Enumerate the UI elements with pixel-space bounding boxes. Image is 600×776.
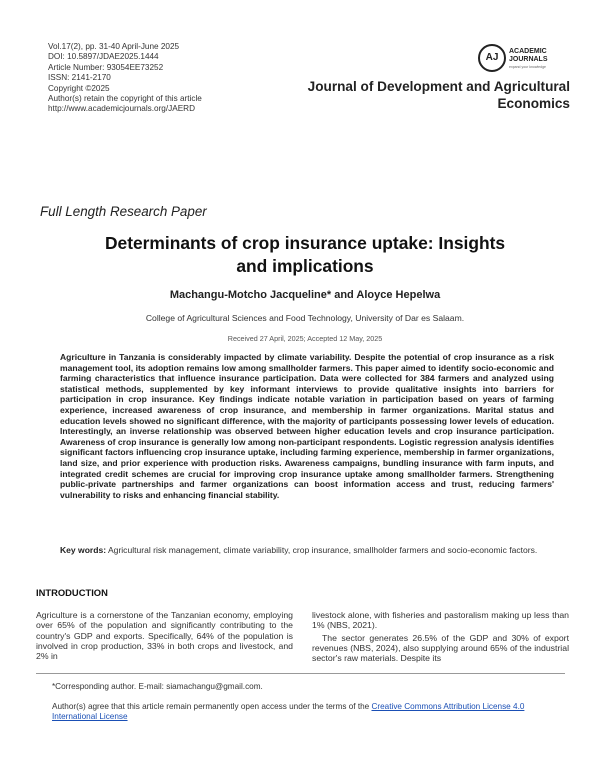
license-notice xyxy=(52,702,567,723)
publisher-name xyxy=(509,48,548,64)
paper-type: Full Length Research Paper xyxy=(40,204,207,219)
publisher-tagline: expand your knowledge xyxy=(509,65,546,69)
intro-paragraph: Agriculture is a cornerstone of the Tanzanian economy, employing over 65% of the population and significantly contributing to the country's GDP and exports. Specifically, 64% of the population is involved in crop production, 33% in both crops and livestock, and 2% in xyxy=(36,610,293,662)
meta-url: http://www.academicjournals.org/JAERD xyxy=(48,104,195,114)
license-link[interactable]: Creative Commons Attribution License 4.0 International License xyxy=(52,702,525,722)
publisher-name-line1: ACADEMIC xyxy=(509,48,547,55)
keywords-text: Agricultural risk management, climate variability, crop insurance, smallholder farmers and socio-economic factors. xyxy=(107,545,538,555)
journal-title-line2: Economics xyxy=(497,96,570,111)
journal-title-line1: Journal of Development and Agricultural xyxy=(307,79,570,94)
meta-article-number: Article Number: 93054EE73252 xyxy=(48,62,164,72)
footnote-divider xyxy=(36,673,565,674)
journal-title xyxy=(270,78,570,112)
intro-column-left xyxy=(36,610,293,661)
paper-title xyxy=(40,232,570,278)
abstract: Agriculture in Tanzania is considerably impacted by climate variability. Despite the potential of crop insurance as a risk management tool, its adoption remains low among smallholder farmers. This paper aimed to identify socio-economic and farming characteristics that influence insurance participation. Data were collected for 384 farmers and analyzed using statistical methods, supplemented by key informant interviews to provide qualitative insights into barriers for participation in crop insurance. Key findings indicate notable variation in participation based on years of farming experience, increased awareness of crop insurance, and membership in farmer organizations. Marital status and education levels showed no significant difference, with the majority of participants possessing lower levels of education. Interestingly, an inverse relationship was observed between higher education levels and crop insurance participation. Awareness of crop insurance is generally low among non-participant respondents. Logistic regression analysis identifies significant factors influencing crop insurance uptake, including farming experience, membership in farmer organizations, land size, and prior experience with production risks. Awareness campaigns, bundling insurance with farm inputs, and integrated credit schemes are crucial for improving crop insurance uptake among smallholder farmers. Strengthening public-private partnerships and farmer organizations can boost information access and trust, reducing farmers' vulnerability to risks and enhancing financial stability. xyxy=(60,352,554,500)
section-heading-introduction: INTRODUCTION xyxy=(36,587,108,598)
keywords-label: Key words: xyxy=(60,545,107,555)
meta-doi: DOI: 10.5897/JDAE2025.1444 xyxy=(48,52,159,62)
publisher-name-line2: JOURNALS xyxy=(509,56,548,63)
intro-paragraph-continued: livestock alone, with fisheries and pastoralism making up less than 1% (NBS, 2021). xyxy=(312,610,569,631)
intro-paragraph-2: The sector generates 26.5% of the GDP and 30% of export revenues (NBS, 2024), also supplying around 65% of the industrial sector's raw materials. Despite its xyxy=(312,632,569,664)
paper-authors: Machangu-Motcho Jacqueline* and Aloyce Hepelwa xyxy=(169,289,441,301)
intro-column-right xyxy=(312,610,569,663)
meta-rights: Author(s) retain the copyright of this article xyxy=(48,94,202,104)
publisher-logo xyxy=(478,44,588,76)
license-text: Author(s) agree that this article remain permanently open access under the terms of the xyxy=(52,702,372,711)
meta-issn: ISSN: 2141-2170 xyxy=(48,73,111,83)
corresponding-author: *Corresponding author. E-mail: siamachangu@gmail.com. xyxy=(52,682,263,691)
keywords xyxy=(60,545,554,556)
received-dates: Received 27 April, 2025; Accepted 12 May, 2025 xyxy=(227,334,383,343)
meta-volume: Vol.17(2), pp. 31-40 April-June 2025 xyxy=(48,42,180,51)
paper-title-line2: and implications xyxy=(236,256,374,276)
author-affiliation: College of Agricultural Sciences and Food Technology, University of Dar es Salaam. xyxy=(145,313,465,323)
paper-title-line1: Determinants of crop insurance uptake: Insights xyxy=(104,233,506,253)
meta-copyright: Copyright ©2025 xyxy=(48,83,110,93)
article-metadata xyxy=(48,42,202,115)
aj-logo-icon: AJ xyxy=(478,44,506,72)
